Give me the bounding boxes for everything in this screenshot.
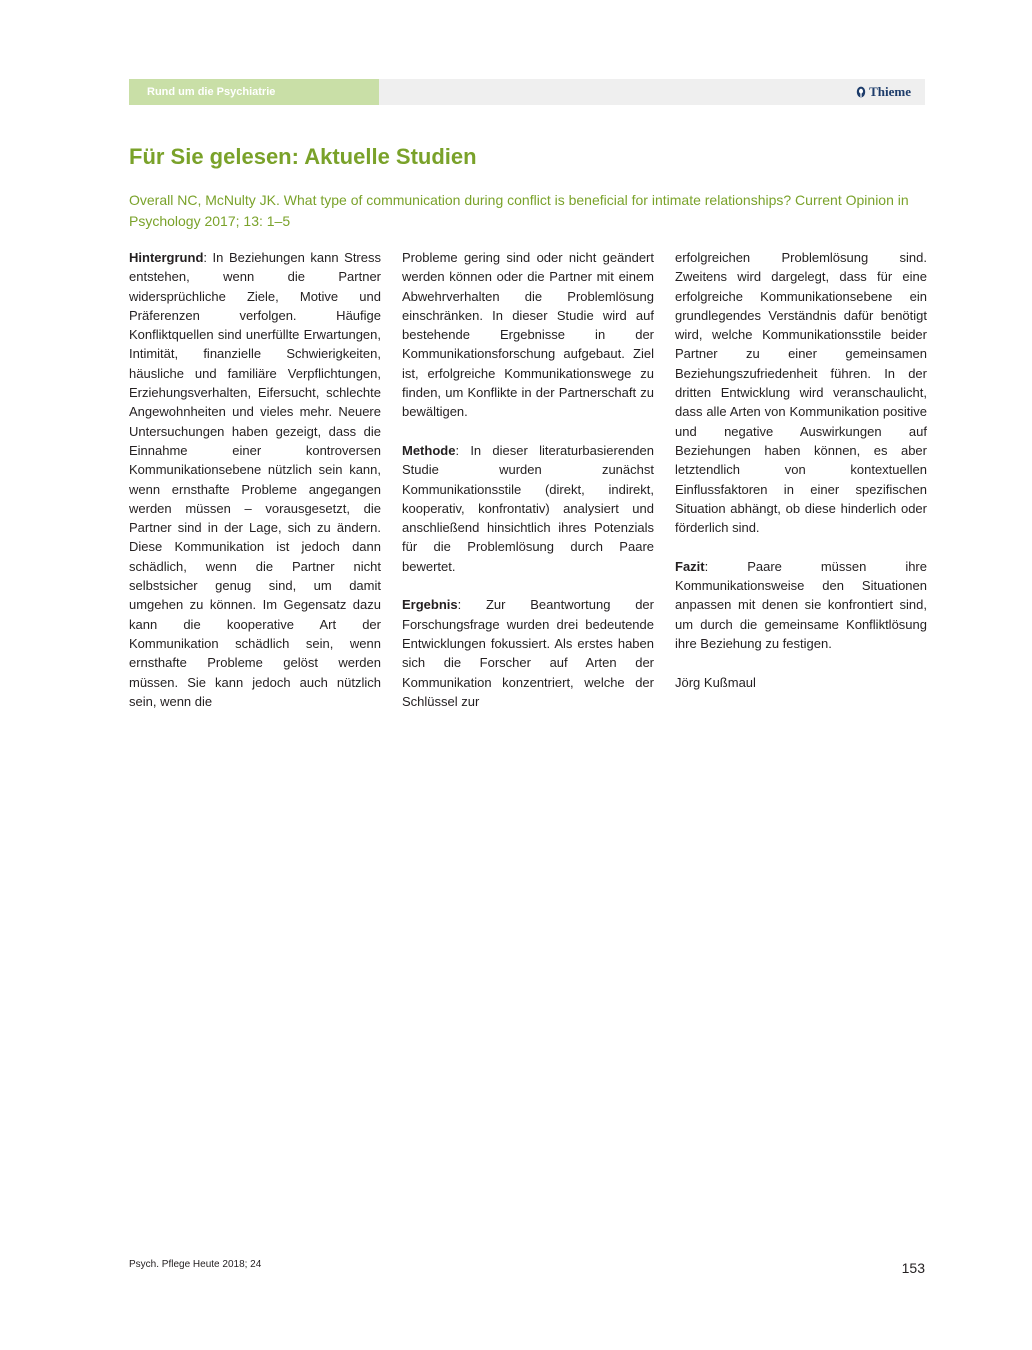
citation: Overall NC, McNulty JK. What type of communication during conflict is beneficial for intimate relationships? Current Opinion in Psychology 2017; 13: 1–5: [129, 192, 909, 229]
page-number: 153: [901, 1260, 925, 1276]
page-title: Für Sie gelesen: Aktuelle Studien: [129, 144, 477, 169]
article-column-3: [675, 248, 927, 711]
hintergrund-text: : In Beziehungen kann Stress entstehen, wenn die Partner widersprüchliche Ziele, Motive und Präferenzen verfolgen. Häufige Konfliktquellen sind unerfüllte Erwartungen, Intimität, finanzielle Schwierigkeiten, häusliche und familiäre Verpflichtungen, Erziehungsverhalten, Eifersucht, schlechte Angewohnheiten und vieles mehr. Neuere Untersuchungen haben gezeigt, dass die Einnahme einer kontroversen Kommunikationsebene nützlich sein kann, wenn ernsthafte Probleme angegangen werden müssen – vorausgesetzt, die Partner sind in der Lage, sich zu ändern. Diese Kommunikation ist jedoch dann schädlich, wenn die Partner nicht selbstsicher genug sind, um damit umgehen zu können. Im Gegensatz dazu kann die kooperative Art der Kommunikation schädlich sein, wenn ernsthafte Probleme gelöst werden müssen. Sie kann jedoch auch nützlich sein, wenn die: [129, 250, 381, 709]
ergebnis-text: : Zur Beantwortung der Forschungsfrage wurden drei bedeutende Entwicklungen fokussiert. Als erstes haben sich die Forscher auf Arten der Kommunikation konzentriert, welche der Schlüssel zur: [402, 597, 654, 709]
section-label-hintergrund: Hintergrund: [129, 250, 204, 265]
thieme-logo-icon: [856, 86, 866, 98]
publisher-name: Thieme: [869, 84, 911, 99]
paragraph-ergebnis-continued: erfolgreichen Problemlösung sind. Zweitens wird dargelegt, dass für eine erfolgreiche Kommunikationsebene ein grundlegendes Verständnis dafür benötigt wird, welche Kommunikationsstile beider Partner zu einer gemeinsamen Beziehungszufriedenheit führen. In der dritten Entwicklung wird veranschaulicht, dass alle Arten von Kommunikation positive und negative Auswirkungen auf Beziehungen haben können, es aber letztendlich von kontextuellen Einflussfaktoren in einer spezifischen Situation abhängt, ob diese hinderlich oder förderlich sind.: [675, 250, 927, 536]
paragraph-methode: [402, 441, 654, 576]
publisher-logo: [856, 79, 911, 105]
author-name: Jörg Kußmaul: [675, 674, 756, 690]
paragraph-ergebnis: [402, 595, 654, 711]
paragraph-hintergrund-continued: Probleme gering sind oder nicht geändert werden können oder die Partner mit einem Abwehrverhalten die Problemlösung einschränken. In dieser Studie wird auf bestehende Ergebnisse in der Kommunikationsforschung aufgebaut. Ziel ist, erfolgreiche Kommunikationswege zu finden, um Konflikte in der Partnerschaft zu bewältigen.: [402, 250, 654, 420]
paragraph-hintergrund: [129, 248, 381, 711]
section-label: Rund um die Psychiatrie: [129, 79, 379, 105]
article-column-2: [402, 248, 654, 730]
section-label-ergebnis: Ergebnis: [402, 597, 458, 613]
header-bar: [129, 79, 925, 105]
journal-reference: Psych. Pflege Heute 2018; 24: [129, 1259, 262, 1270]
section-label-fazit: Fazit: [675, 558, 705, 574]
methode-text: : In dieser literaturbasierenden Studie wurden zunächst Kommunikationsstile (direkt, indirekt, kooperativ, konfrontativ) analysiert und anschließend hinsichtlich ihres Potenzials für die Problemlösung durch Paare bewertet.: [402, 442, 654, 574]
section-label-methode: Methode: [402, 442, 456, 458]
fazit-text: : Paare müssen ihre Kommunikationsweise den Situationen anpassen mit denen sie konfrontiert sind, um durch die gemeinsame Konfliktlösung ihre Beziehung zu festigen.: [675, 558, 927, 651]
paragraph-fazit: [675, 557, 927, 653]
article-column-1: [129, 248, 381, 730]
